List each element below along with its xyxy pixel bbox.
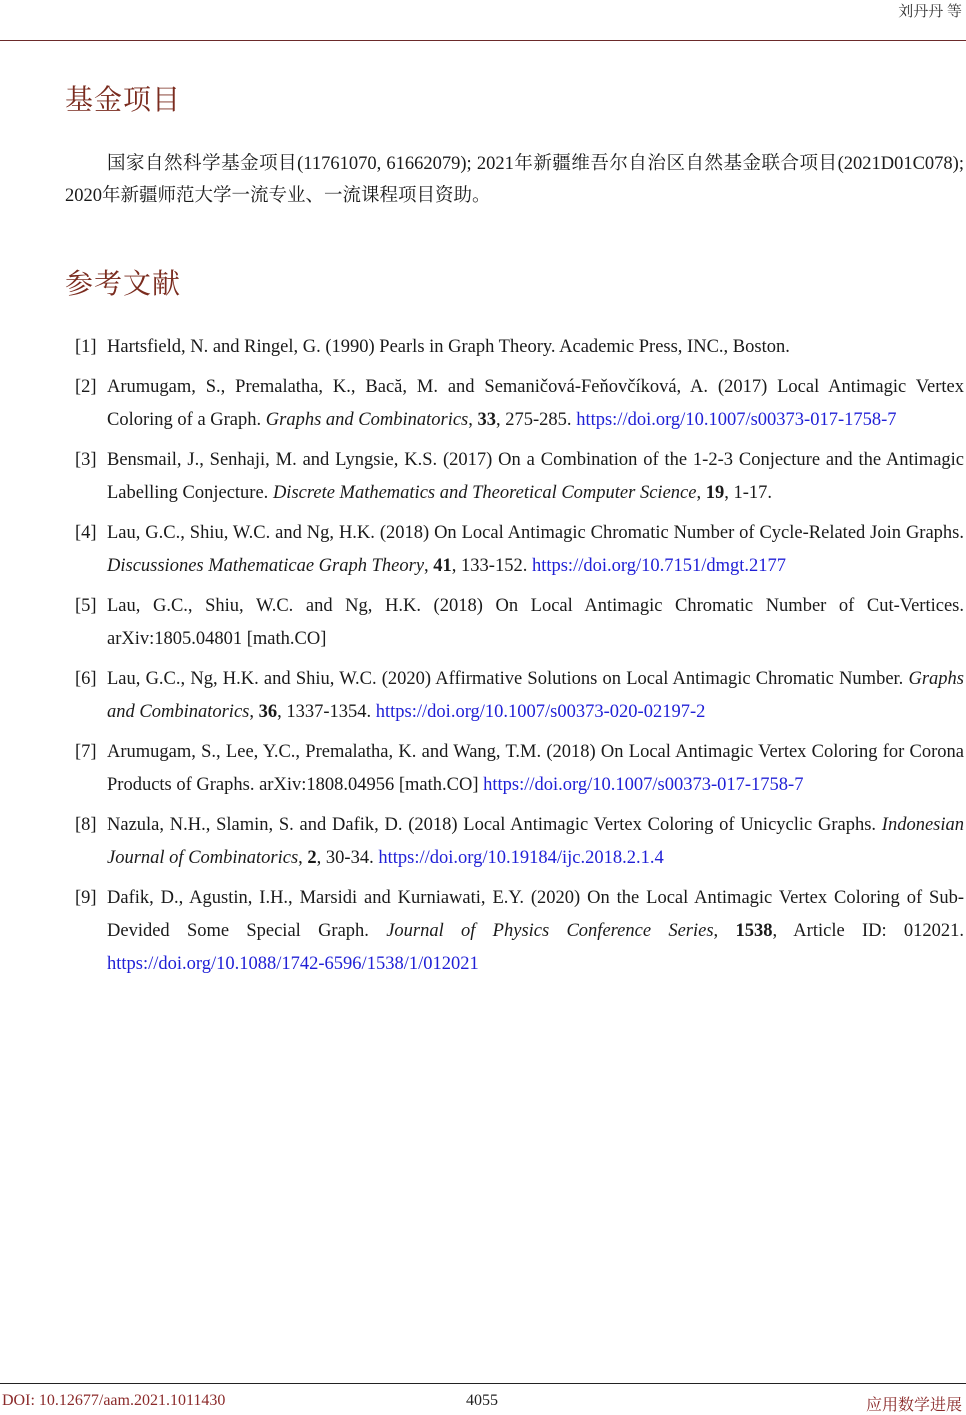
- volume: 1538: [735, 921, 773, 941]
- reference-text: Lau, G.C., Ng, H.K. and Shiu, W.C. (2020) Affirmative Solutions on Local Antimagic Chromatic Number.: [107, 669, 909, 689]
- reference-number: [9]: [75, 888, 97, 908]
- volume: 36: [258, 702, 278, 722]
- reference-text: Bensmail, J., Senhaji, M. and Lyngsie, K.S. (2017) On a Combination of the 1-2-3 Conjecture and the Antimagic Labelling Conjecture.: [107, 450, 964, 503]
- journal-title: Discussiones Mathematicae Graph Theory: [107, 556, 425, 576]
- volume: 33: [477, 410, 497, 430]
- journal-title: Indonesian Journal of Combinatorics: [107, 815, 964, 868]
- journal-title: Graphs and Combinatorics: [107, 669, 964, 722]
- journal-title: Graphs and Combinatorics: [265, 410, 469, 430]
- reference-item: [65, 331, 964, 364]
- footer-doi: DOI: 10.12677/aam.2021.1011430: [2, 1392, 226, 1409]
- reference-item: [65, 663, 964, 729]
- reference-item: [65, 517, 964, 583]
- doi-link[interactable]: https://doi.org/10.1007/s00373-020-02197-2: [375, 702, 706, 722]
- doi-link[interactable]: https://doi.org/10.19184/ijc.2018.2.1.4: [378, 848, 664, 868]
- header-rule: [0, 40, 966, 41]
- reference-number: [4]: [75, 523, 97, 543]
- doi-link[interactable]: https://doi.org/10.1088/1742-6596/1538/1/012021: [107, 954, 479, 974]
- reference-text: Nazula, N.H., Slamin, S. and Dafik, D. (2018) Local Antimagic Vertex Coloring of Unicyclic Graphs.: [107, 815, 882, 835]
- reference-text: ,: [696, 483, 706, 503]
- reference-number: [1]: [75, 337, 97, 357]
- running-header-author: 刘丹丹 等: [898, 4, 962, 20]
- reference-text: Arumugam, S., Premalatha, K., Bacă, M. and Semaničová-Feňovčíková, A. (2017) Local Antimagic Vertex Coloring of a Graph.: [107, 377, 964, 430]
- reference-number: [3]: [75, 450, 97, 470]
- reference-text: , 275-285.: [496, 410, 577, 430]
- reference-text: Dafik, D., Agustin, I.H., Marsidi and Kurniawati, E.Y. (2020) On the Local Antimagic Vertex Coloring of Sub-Devided Some Special Graph.: [107, 888, 964, 941]
- funding-heading: 基金项目: [65, 83, 182, 116]
- reference-item: [65, 371, 964, 437]
- reference-item: [65, 736, 964, 802]
- reference-text: ,: [468, 410, 478, 430]
- reference-text: , Article ID: 012021.: [772, 921, 964, 941]
- reference-number: [8]: [75, 815, 97, 835]
- doi-link[interactable]: https://doi.org/10.1007/s00373-017-1758-7: [483, 775, 804, 795]
- doi-link[interactable]: https://doi.org/10.1007/s00373-017-1758-7: [576, 410, 897, 430]
- reference-number: [6]: [75, 669, 97, 689]
- page-number: 4055: [466, 1392, 498, 1409]
- volume: 41: [433, 556, 452, 576]
- reference-list: [65, 331, 964, 988]
- reference-text: Arumugam, S., Lee, Y.C., Premalatha, K. and Wang, T.M. (2018) On Local Antimagic Vertex Coloring for Corona Products of Graphs. arXiv:1808.04956 [math.CO]: [107, 742, 964, 795]
- funding-text: 国家自然科学基金项目(11761070, 61662079); 2021年新疆维吾尔自治区自然基金联合项目(2021D01C078); 2020年新疆师范大学一流专业、一流课程项目资助。: [65, 154, 964, 206]
- reference-text: ,: [424, 556, 434, 576]
- footer-journal: 应用数学进展: [865, 1395, 962, 1414]
- reference-item: [65, 809, 964, 875]
- reference-number: [7]: [75, 742, 97, 762]
- reference-text: Lau, G.C., Shiu, W.C. and Ng, H.K. (2018) On Local Antimagic Chromatic Number of Cycle-Related Join Graphs.: [107, 523, 964, 543]
- journal-title: Discrete Mathematics and Theoretical Computer Science: [272, 483, 697, 503]
- footer-rule: [0, 1383, 966, 1384]
- reference-item: [65, 882, 964, 981]
- reference-text: ,: [249, 702, 259, 722]
- reference-item: [65, 444, 964, 510]
- reference-item: [65, 590, 964, 656]
- reference-text: Lau, G.C., Shiu, W.C. and Ng, H.K. (2018) On Local Antimagic Chromatic Number of Cut-Vertices. arXiv:1805.04801 [math.CO]: [107, 596, 964, 649]
- journal-title: Journal of Physics Conference Series: [386, 921, 714, 941]
- reference-text: , 30-34.: [316, 848, 379, 868]
- reference-text: Hartsfield, N. and Ringel, G. (1990) Pearls in Graph Theory. Academic Press, INC., Boston.: [107, 337, 790, 357]
- doi-link[interactable]: https://doi.org/10.7151/dmgt.2177: [531, 556, 787, 576]
- reference-text: , 1337-1354.: [277, 702, 376, 722]
- reference-text: , 1-17.: [724, 483, 772, 503]
- reference-number: [2]: [75, 377, 97, 397]
- reference-number: [5]: [75, 596, 97, 616]
- references-heading: 参考文献: [65, 267, 182, 300]
- volume: 19: [705, 483, 725, 503]
- reference-text: , 133-152.: [451, 556, 532, 576]
- reference-text: ,: [713, 921, 736, 941]
- reference-text: ,: [298, 848, 308, 868]
- volume: 2: [307, 848, 317, 868]
